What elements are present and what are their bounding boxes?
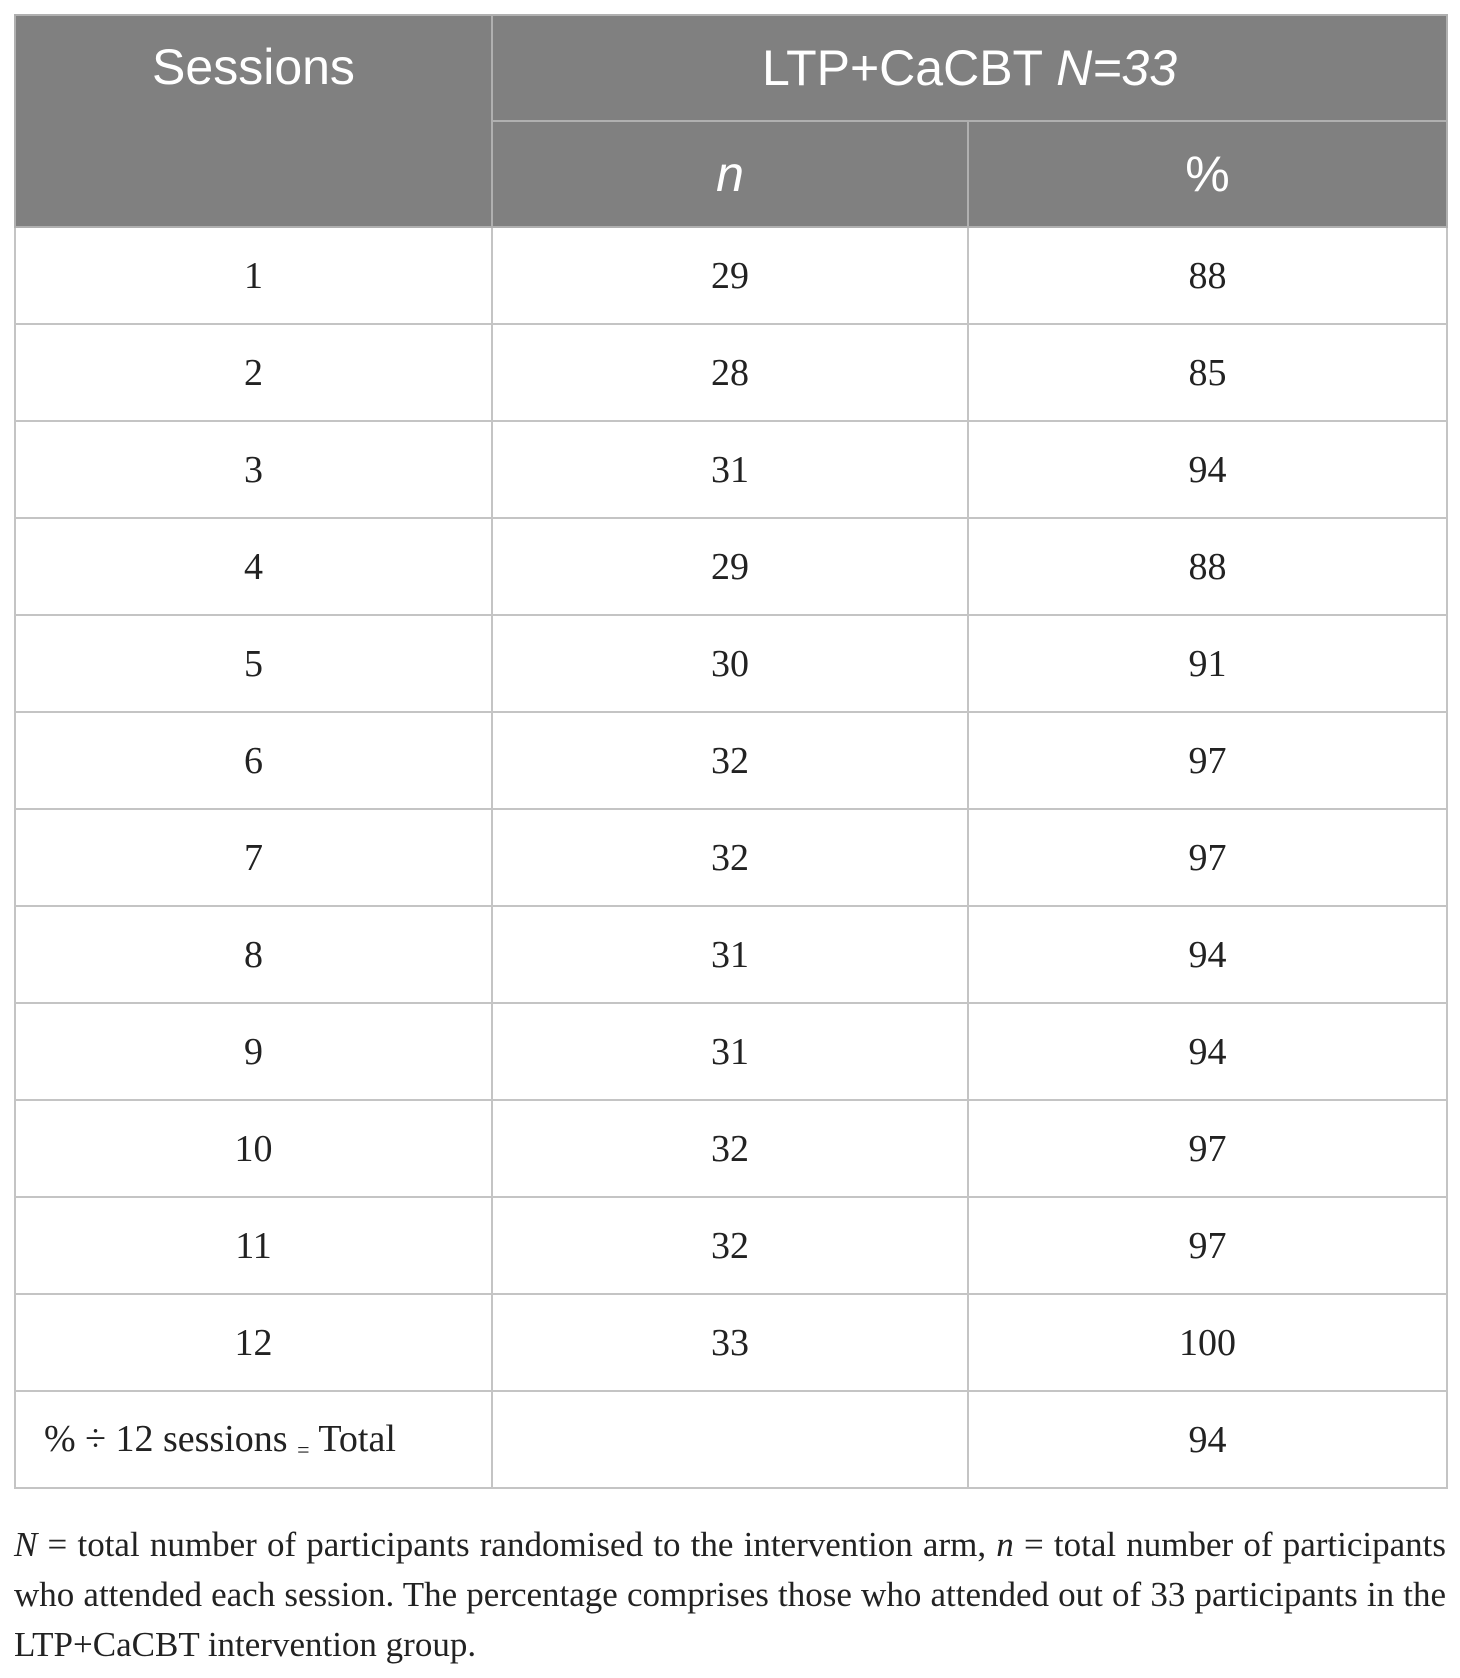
group-sample-size: N=33 — [1056, 40, 1178, 96]
percent-cell: 94 — [968, 1003, 1447, 1100]
table-row — [15, 1197, 1447, 1294]
percent-cell: 85 — [968, 324, 1447, 421]
percent-column-header: % — [968, 121, 1447, 227]
total-n-cell — [492, 1391, 968, 1488]
percent-cell: 94 — [968, 906, 1447, 1003]
session-cell: 8 — [15, 906, 492, 1003]
session-cell: 2 — [15, 324, 492, 421]
session-cell: 12 — [15, 1294, 492, 1391]
table-row — [15, 1294, 1447, 1391]
attendance-table — [14, 14, 1448, 1489]
session-cell: 4 — [15, 518, 492, 615]
sessions-column-header: Sessions — [15, 15, 492, 227]
footnote-N-symbol: N — [14, 1525, 38, 1564]
session-cell: 6 — [15, 712, 492, 809]
n-cell: 29 — [492, 518, 968, 615]
session-cell: 1 — [15, 227, 492, 324]
n-cell: 31 — [492, 906, 968, 1003]
n-column-header: n — [492, 121, 968, 227]
table-row — [15, 1003, 1447, 1100]
total-row — [15, 1391, 1447, 1488]
table-body — [15, 227, 1447, 1488]
percent-cell: 88 — [968, 227, 1447, 324]
percent-cell: 88 — [968, 518, 1447, 615]
session-cell: 11 — [15, 1197, 492, 1294]
percent-cell: 100 — [968, 1294, 1447, 1391]
n-cell: 33 — [492, 1294, 968, 1391]
n-cell: 31 — [492, 1003, 968, 1100]
n-cell: 29 — [492, 227, 968, 324]
table-row — [15, 421, 1447, 518]
percent-cell: 91 — [968, 615, 1447, 712]
table-row — [15, 518, 1447, 615]
table-footnote — [14, 1520, 1446, 1670]
session-cell: 5 — [15, 615, 492, 712]
footnote-n-definition: = total number of participants who attended each session. The percentage comprises those who attended out of 33 participants in the LTP+CaCBT intervention group. — [14, 1525, 1446, 1664]
session-cell: 7 — [15, 809, 492, 906]
n-cell: 28 — [492, 324, 968, 421]
group-name: LTP+CaCBT — [761, 40, 1043, 96]
total-word: Total — [318, 1417, 396, 1460]
table-header — [15, 15, 1447, 227]
equals-sign: = — [297, 1436, 310, 1462]
n-cell: 32 — [492, 1197, 968, 1294]
table-row — [15, 324, 1447, 421]
session-cell: 9 — [15, 1003, 492, 1100]
table-row — [15, 227, 1447, 324]
n-cell: 31 — [492, 421, 968, 518]
n-cell: 32 — [492, 1100, 968, 1197]
total-percent-cell: 94 — [968, 1391, 1447, 1488]
percent-cell: 94 — [968, 421, 1447, 518]
percent-cell: 97 — [968, 712, 1447, 809]
table-row — [15, 712, 1447, 809]
table-row — [15, 809, 1447, 906]
table-row — [15, 1100, 1447, 1197]
n-cell: 32 — [492, 712, 968, 809]
table-row — [15, 615, 1447, 712]
total-label-cell — [15, 1391, 492, 1488]
footnote-N-definition: = total number of participants randomised to the intervention arm, — [37, 1525, 997, 1564]
percent-cell: 97 — [968, 1100, 1447, 1197]
percent-cell: 97 — [968, 809, 1447, 906]
footnote-n-symbol: n — [996, 1525, 1014, 1564]
session-cell: 10 — [15, 1100, 492, 1197]
total-formula: % ÷ 12 sessions — [44, 1417, 288, 1460]
n-cell: 30 — [492, 615, 968, 712]
group-column-header — [492, 15, 1447, 121]
n-cell: 32 — [492, 809, 968, 906]
percent-cell: 97 — [968, 1197, 1447, 1294]
session-cell: 3 — [15, 421, 492, 518]
table-row — [15, 906, 1447, 1003]
